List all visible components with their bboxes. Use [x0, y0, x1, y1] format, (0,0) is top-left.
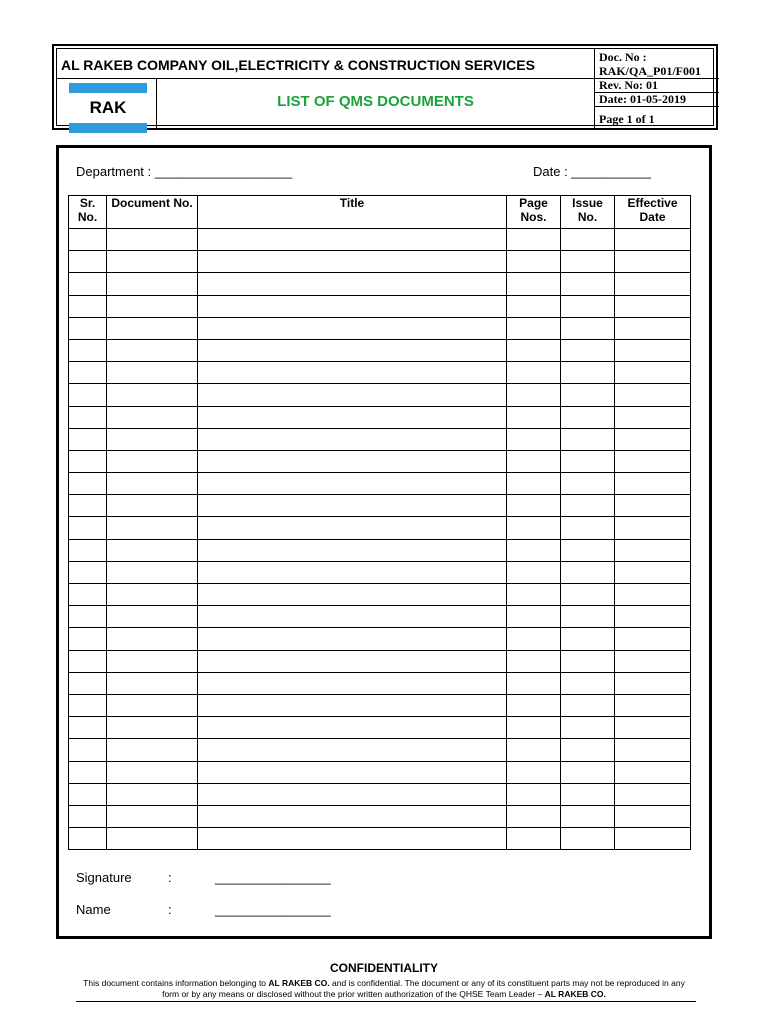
table-cell[interactable]	[507, 406, 561, 428]
table-cell[interactable]	[561, 406, 615, 428]
doc-number: Doc. No : RAK/QA_P01/F001	[595, 49, 719, 79]
table-cell[interactable]	[198, 650, 507, 672]
table-cell[interactable]	[507, 717, 561, 739]
table-row	[69, 251, 691, 273]
table-cell[interactable]	[507, 539, 561, 561]
table-cell[interactable]	[615, 384, 691, 406]
documents-table	[68, 195, 691, 850]
table-cell[interactable]	[561, 295, 615, 317]
table-cell[interactable]	[507, 339, 561, 361]
table-cell[interactable]	[507, 805, 561, 827]
table-cell[interactable]	[69, 650, 107, 672]
table-cell[interactable]	[69, 761, 107, 783]
table-cell[interactable]	[69, 317, 107, 339]
table-row	[69, 628, 691, 650]
table-row	[69, 584, 691, 606]
table-cell[interactable]	[615, 339, 691, 361]
revision-number: Rev. No: 01	[595, 79, 719, 93]
table-cell[interactable]	[107, 517, 198, 539]
table-cell[interactable]	[69, 805, 107, 827]
logo-cell	[57, 79, 157, 129]
table-cell[interactable]	[107, 805, 198, 827]
table-cell[interactable]	[107, 672, 198, 694]
table-cell[interactable]	[69, 561, 107, 583]
table-cell[interactable]	[507, 517, 561, 539]
table-cell[interactable]	[69, 783, 107, 805]
confidentiality-title: CONFIDENTIALITY	[330, 961, 438, 975]
table-cell[interactable]	[615, 229, 691, 251]
table-cell[interactable]	[107, 406, 198, 428]
table-cell[interactable]	[69, 406, 107, 428]
table-cell[interactable]	[198, 805, 507, 827]
table-row	[69, 539, 691, 561]
table-cell[interactable]	[561, 761, 615, 783]
table-row	[69, 694, 691, 716]
table-cell[interactable]	[507, 761, 561, 783]
table-cell[interactable]	[198, 495, 507, 517]
table-cell[interactable]	[507, 694, 561, 716]
table-cell[interactable]	[507, 628, 561, 650]
table-cell[interactable]	[107, 495, 198, 517]
table-cell[interactable]	[107, 739, 198, 761]
table-cell[interactable]	[107, 650, 198, 672]
table-cell[interactable]	[69, 539, 107, 561]
table-row	[69, 517, 691, 539]
table-cell[interactable]	[198, 384, 507, 406]
table-cell[interactable]	[107, 251, 198, 273]
table-cell[interactable]	[507, 229, 561, 251]
table-cell[interactable]	[615, 672, 691, 694]
table-cell[interactable]	[198, 584, 507, 606]
table-cell[interactable]	[107, 783, 198, 805]
table-cell[interactable]	[615, 251, 691, 273]
table-cell[interactable]	[561, 450, 615, 472]
table-cell[interactable]	[561, 584, 615, 606]
table-cell[interactable]	[107, 473, 198, 495]
table-cell[interactable]	[69, 295, 107, 317]
table-cell[interactable]	[561, 229, 615, 251]
company-logo	[69, 83, 147, 133]
table-cell[interactable]	[107, 362, 198, 384]
date-field[interactable]: Date : ___________	[533, 164, 651, 179]
document-header	[52, 44, 718, 130]
table-cell[interactable]	[561, 650, 615, 672]
table-cell[interactable]	[615, 584, 691, 606]
table-cell[interactable]	[69, 450, 107, 472]
table-row	[69, 561, 691, 583]
table-row	[69, 473, 691, 495]
table-cell[interactable]	[561, 828, 615, 850]
table-cell[interactable]	[198, 739, 507, 761]
table-cell[interactable]	[615, 539, 691, 561]
table-cell[interactable]	[561, 783, 615, 805]
table-cell[interactable]	[198, 672, 507, 694]
table-cell[interactable]	[561, 805, 615, 827]
header-page-nos: Page Nos.	[507, 196, 561, 229]
table-cell[interactable]	[69, 362, 107, 384]
table-cell[interactable]	[507, 828, 561, 850]
table-cell[interactable]	[107, 717, 198, 739]
table-cell[interactable]	[107, 628, 198, 650]
table-cell[interactable]	[198, 539, 507, 561]
table-cell[interactable]	[615, 805, 691, 827]
table-cell[interactable]	[198, 295, 507, 317]
table-row	[69, 828, 691, 850]
table-cell[interactable]	[615, 450, 691, 472]
table-cell[interactable]	[69, 694, 107, 716]
logo-text: RAK	[69, 93, 147, 123]
table-cell[interactable]	[561, 628, 615, 650]
table-cell[interactable]	[615, 694, 691, 716]
header-title: Title	[198, 196, 507, 229]
table-cell[interactable]	[507, 362, 561, 384]
table-cell[interactable]	[507, 450, 561, 472]
table-header-row	[69, 196, 691, 229]
table-cell[interactable]	[507, 295, 561, 317]
table-row	[69, 739, 691, 761]
signature-colon: :	[168, 870, 172, 885]
table-row	[69, 450, 691, 472]
table-row	[69, 650, 691, 672]
signature-label: Signature	[76, 870, 132, 885]
table-cell[interactable]	[615, 273, 691, 295]
table-cell[interactable]	[107, 273, 198, 295]
table-cell[interactable]	[561, 273, 615, 295]
table-cell[interactable]	[69, 273, 107, 295]
department-field[interactable]: Department : ___________________	[76, 164, 293, 179]
issue-date: Date: 01-05-2019	[595, 93, 719, 107]
table-cell[interactable]	[507, 495, 561, 517]
table-cell[interactable]	[107, 761, 198, 783]
table-cell[interactable]	[198, 828, 507, 850]
table-cell[interactable]	[198, 251, 507, 273]
table-cell[interactable]	[615, 828, 691, 850]
table-cell[interactable]	[507, 650, 561, 672]
name-label: Name	[76, 902, 111, 917]
table-cell[interactable]	[198, 428, 507, 450]
signature-line[interactable]: ________________	[215, 870, 331, 885]
table-cell[interactable]	[615, 517, 691, 539]
page-number: Page 1 of 1	[599, 112, 655, 126]
table-cell[interactable]	[107, 428, 198, 450]
table-cell[interactable]	[198, 317, 507, 339]
table-cell[interactable]	[507, 428, 561, 450]
table-cell[interactable]	[198, 606, 507, 628]
table-cell[interactable]	[507, 561, 561, 583]
table-body	[69, 229, 691, 850]
table-cell[interactable]	[561, 739, 615, 761]
table-cell[interactable]	[198, 561, 507, 583]
table-row	[69, 783, 691, 805]
table-cell[interactable]	[69, 229, 107, 251]
table-cell[interactable]	[615, 428, 691, 450]
table-cell[interactable]	[561, 362, 615, 384]
table-cell[interactable]	[561, 561, 615, 583]
table-row	[69, 606, 691, 628]
table-cell[interactable]	[561, 495, 615, 517]
table-cell[interactable]	[561, 339, 615, 361]
table-cell[interactable]	[107, 584, 198, 606]
table-cell[interactable]	[198, 473, 507, 495]
table-cell[interactable]	[561, 517, 615, 539]
table-cell[interactable]	[107, 317, 198, 339]
table-cell[interactable]	[507, 606, 561, 628]
table-cell[interactable]	[561, 428, 615, 450]
table-row	[69, 406, 691, 428]
header-effective-date: Effective Date	[615, 196, 691, 229]
table-cell[interactable]	[198, 694, 507, 716]
table-cell[interactable]	[615, 295, 691, 317]
footer-divider	[76, 1001, 696, 1002]
table-cell[interactable]	[107, 339, 198, 361]
name-colon: :	[168, 902, 172, 917]
table-cell[interactable]	[615, 606, 691, 628]
table-cell[interactable]	[561, 473, 615, 495]
table-row	[69, 339, 691, 361]
table-cell[interactable]	[615, 739, 691, 761]
table-cell[interactable]	[198, 717, 507, 739]
table-cell[interactable]	[198, 362, 507, 384]
form-title: LIST OF QMS DOCUMENTS	[157, 79, 595, 129]
table-cell[interactable]	[69, 517, 107, 539]
table-cell[interactable]	[507, 384, 561, 406]
table-cell[interactable]	[198, 450, 507, 472]
table-cell[interactable]	[507, 273, 561, 295]
table-cell[interactable]	[107, 539, 198, 561]
table-cell[interactable]	[69, 717, 107, 739]
table-cell[interactable]	[107, 694, 198, 716]
table-cell[interactable]	[507, 317, 561, 339]
table-cell[interactable]	[561, 384, 615, 406]
confidentiality-notice: This document contains information belonging to AL RAKEB CO. and is confidential. The document or any of its constituent parts may not be reproduced in any form or by any means or disclosed without the prior written authorization of the QHSE Team Leader – AL RAKEB CO.	[83, 978, 685, 999]
table-cell[interactable]	[615, 495, 691, 517]
table-row	[69, 384, 691, 406]
table-cell[interactable]	[198, 339, 507, 361]
table-cell[interactable]	[561, 606, 615, 628]
table-cell[interactable]	[69, 628, 107, 650]
table-cell[interactable]	[507, 739, 561, 761]
table-cell[interactable]	[507, 783, 561, 805]
table-cell[interactable]	[107, 450, 198, 472]
table-cell[interactable]	[561, 672, 615, 694]
table-row	[69, 362, 691, 384]
table-row	[69, 273, 691, 295]
table-cell[interactable]	[107, 561, 198, 583]
table-cell[interactable]	[561, 717, 615, 739]
table-row	[69, 317, 691, 339]
header-document-no: Document No.	[107, 196, 198, 229]
table-row	[69, 495, 691, 517]
table-cell[interactable]	[69, 495, 107, 517]
header-sr-no: Sr. No.	[69, 196, 107, 229]
table-cell[interactable]	[198, 517, 507, 539]
table-cell[interactable]	[561, 251, 615, 273]
table-cell[interactable]	[615, 317, 691, 339]
table-cell[interactable]	[615, 783, 691, 805]
company-name: AL RAKEB COMPANY OIL,ELECTRICITY & CONSTRUCTION SERVICES	[57, 49, 595, 79]
table-cell[interactable]	[615, 473, 691, 495]
table-cell[interactable]	[615, 717, 691, 739]
table-cell[interactable]	[561, 539, 615, 561]
table-cell[interactable]	[69, 428, 107, 450]
table-cell[interactable]	[69, 828, 107, 850]
table-cell[interactable]	[615, 362, 691, 384]
table-cell[interactable]	[198, 229, 507, 251]
table-cell[interactable]	[107, 606, 198, 628]
table-cell[interactable]	[198, 273, 507, 295]
table-cell[interactable]	[107, 295, 198, 317]
table-cell[interactable]	[507, 672, 561, 694]
table-cell[interactable]	[198, 783, 507, 805]
table-cell[interactable]	[615, 406, 691, 428]
table-row	[69, 672, 691, 694]
table-cell[interactable]	[107, 828, 198, 850]
table-cell[interactable]	[615, 761, 691, 783]
table-cell[interactable]	[198, 406, 507, 428]
table-row	[69, 805, 691, 827]
table-cell[interactable]	[561, 694, 615, 716]
table-cell[interactable]	[69, 339, 107, 361]
name-line[interactable]: ________________	[215, 902, 331, 917]
table-cell[interactable]	[561, 317, 615, 339]
table-cell[interactable]	[69, 584, 107, 606]
table-row	[69, 295, 691, 317]
table-cell[interactable]	[69, 384, 107, 406]
table-cell[interactable]	[69, 739, 107, 761]
table-cell[interactable]	[69, 606, 107, 628]
table-cell[interactable]	[107, 229, 198, 251]
header-issue-no: Issue No.	[561, 196, 615, 229]
table-row	[69, 717, 691, 739]
table-row	[69, 428, 691, 450]
document-info	[595, 49, 719, 129]
table-cell[interactable]	[507, 584, 561, 606]
table-cell[interactable]	[615, 561, 691, 583]
table-cell[interactable]	[69, 473, 107, 495]
table-cell[interactable]	[198, 628, 507, 650]
table-cell[interactable]	[615, 650, 691, 672]
table-cell[interactable]	[198, 761, 507, 783]
table-cell[interactable]	[107, 384, 198, 406]
table-row	[69, 229, 691, 251]
table-row	[69, 761, 691, 783]
table-cell[interactable]	[69, 672, 107, 694]
table-cell[interactable]	[507, 473, 561, 495]
table-cell[interactable]	[69, 251, 107, 273]
table-cell[interactable]	[615, 628, 691, 650]
table-cell[interactable]	[507, 251, 561, 273]
